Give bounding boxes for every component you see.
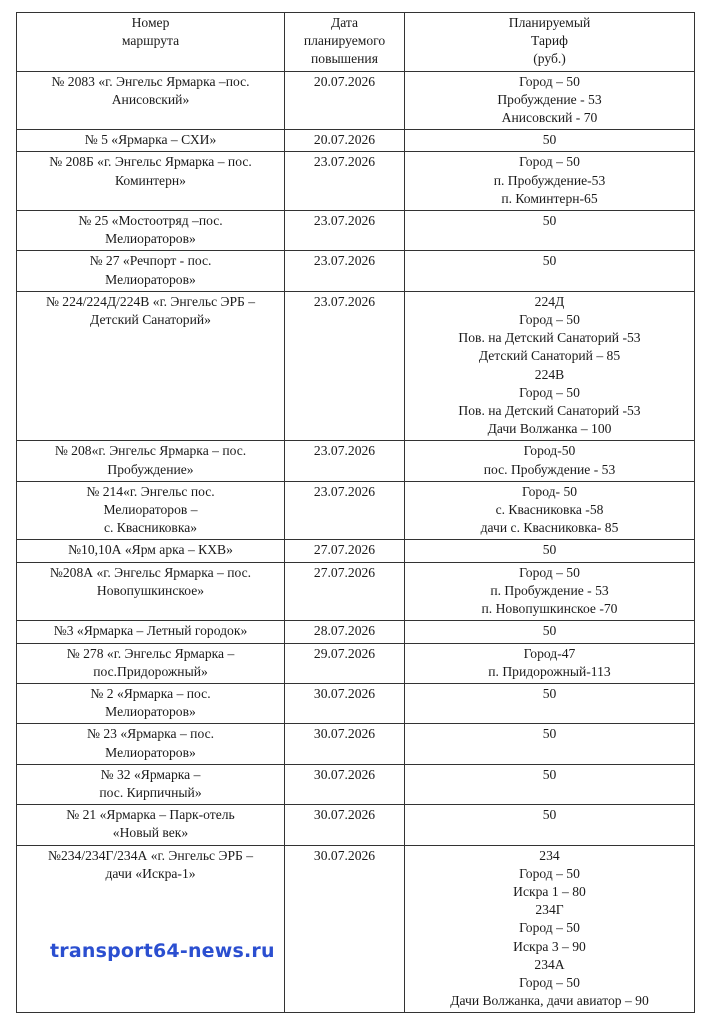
date-cell: 30.07.2026 <box>285 683 405 723</box>
route-cell: № 224/224Д/224В «г. Энгельс ЭРБ – Детский Санаторий» <box>17 291 285 441</box>
header-row <box>17 13 695 72</box>
route-cell: № 278 «г. Энгельс Ярмарка – пос.Придорожный» <box>17 643 285 683</box>
route-cell: № 23 «Ярмарка – пос. Мелиораторов» <box>17 724 285 764</box>
route-cell: № 21 «Ярмарка – Парк-отель «Новый век» <box>17 805 285 845</box>
tariff-cell: Город – 50 п. Пробуждение - 53 п. Новопушкинское -70 <box>405 562 695 621</box>
route-cell: № 214«г. Энгельс пос. Мелиораторов – с. Квасниковка» <box>17 481 285 540</box>
table-row <box>17 251 695 291</box>
date-cell: 28.07.2026 <box>285 621 405 643</box>
tariff-cell: Город-47 п. Придорожный-113 <box>405 643 695 683</box>
date-cell: 23.07.2026 <box>285 441 405 481</box>
route-cell: №234/234Г/234А «г. Энгельс ЭРБ – дачи «Искра-1» <box>17 845 285 1013</box>
table-row <box>17 764 695 804</box>
tariff-cell: 50 <box>405 211 695 251</box>
watermark: transport64-news.ru <box>50 940 275 962</box>
tariff-cell: 50 <box>405 724 695 764</box>
date-cell: 30.07.2026 <box>285 805 405 845</box>
table-row <box>17 481 695 540</box>
header-date: Дата планируемого повышения <box>285 13 405 72</box>
route-cell: № 27 «Речпорт - пос. Мелиораторов» <box>17 251 285 291</box>
tariff-cell: Город- 50 с. Квасниковка -58 дачи с. Квасниковка- 85 <box>405 481 695 540</box>
route-cell: № 208«г. Энгельс Ярмарка – пос. Пробуждение» <box>17 441 285 481</box>
route-cell: № 32 «Ярмарка – пос. Кирпичный» <box>17 764 285 804</box>
tariff-cell: 50 <box>405 621 695 643</box>
route-cell: № 2083 «г. Энгельс Ярмарка –пос. Анисовский» <box>17 71 285 130</box>
route-cell: № 208Б «г. Энгельс Ярмарка – пос. Коминтерн» <box>17 152 285 211</box>
tariff-cell: Город – 50 Пробуждение - 53 Анисовский - 70 <box>405 71 695 130</box>
date-cell: 23.07.2026 <box>285 481 405 540</box>
table-row <box>17 211 695 251</box>
tariff-cell: 50 <box>405 540 695 562</box>
date-cell: 30.07.2026 <box>285 764 405 804</box>
date-cell: 30.07.2026 <box>285 724 405 764</box>
tariff-cell: Город – 50 п. Пробуждение-53 п. Коминтерн-65 <box>405 152 695 211</box>
tariff-cell: 50 <box>405 683 695 723</box>
table-row <box>17 621 695 643</box>
tariff-cell: 50 <box>405 251 695 291</box>
table-row <box>17 805 695 845</box>
date-cell: 27.07.2026 <box>285 540 405 562</box>
tariff-cell: 50 <box>405 805 695 845</box>
date-cell: 20.07.2026 <box>285 130 405 152</box>
date-cell: 29.07.2026 <box>285 643 405 683</box>
date-cell: 20.07.2026 <box>285 71 405 130</box>
table-row <box>17 643 695 683</box>
header-route: Номер маршрута <box>17 13 285 72</box>
tariff-cell: 50 <box>405 130 695 152</box>
table-row <box>17 724 695 764</box>
date-cell: 23.07.2026 <box>285 291 405 441</box>
table-row <box>17 71 695 130</box>
tariff-cell: Город-50 пос. Пробуждение - 53 <box>405 441 695 481</box>
header-tariff: Планируемый Тариф (руб.) <box>405 13 695 72</box>
table-row <box>17 562 695 621</box>
route-cell: № 5 «Ярмарка – СХИ» <box>17 130 285 152</box>
table-row <box>17 130 695 152</box>
tariff-cell: 234 Город – 50 Искра 1 – 80 234Г Город – 50 Искра 3 – 90 234А Город – 50 Дачи Волжанка, дачи авиатор – 90 <box>405 845 695 1013</box>
route-cell: №10,10А «Ярм арка – КХВ» <box>17 540 285 562</box>
date-cell: 23.07.2026 <box>285 211 405 251</box>
table-row <box>17 683 695 723</box>
route-cell: №208А «г. Энгельс Ярмарка – пос. Новопушкинское» <box>17 562 285 621</box>
date-cell: 23.07.2026 <box>285 251 405 291</box>
table-row <box>17 152 695 211</box>
table-row <box>17 540 695 562</box>
table-row <box>17 441 695 481</box>
table-row <box>17 845 695 1013</box>
tariff-table <box>16 12 695 1013</box>
date-cell: 27.07.2026 <box>285 562 405 621</box>
route-cell: № 2 «Ярмарка – пос. Мелиораторов» <box>17 683 285 723</box>
route-cell: № 25 «Мостоотряд –пос. Мелиораторов» <box>17 211 285 251</box>
date-cell: 30.07.2026 <box>285 845 405 1013</box>
table-row <box>17 291 695 441</box>
date-cell: 23.07.2026 <box>285 152 405 211</box>
tariff-cell: 224Д Город – 50 Пов. на Детский Санаторий -53 Детский Санаторий – 85 224В Город – 50 Пов. на Детский Санаторий -53 Дачи Волжанка – 100 <box>405 291 695 441</box>
route-cell: №3 «Ярмарка – Летный городок» <box>17 621 285 643</box>
tariff-cell: 50 <box>405 764 695 804</box>
